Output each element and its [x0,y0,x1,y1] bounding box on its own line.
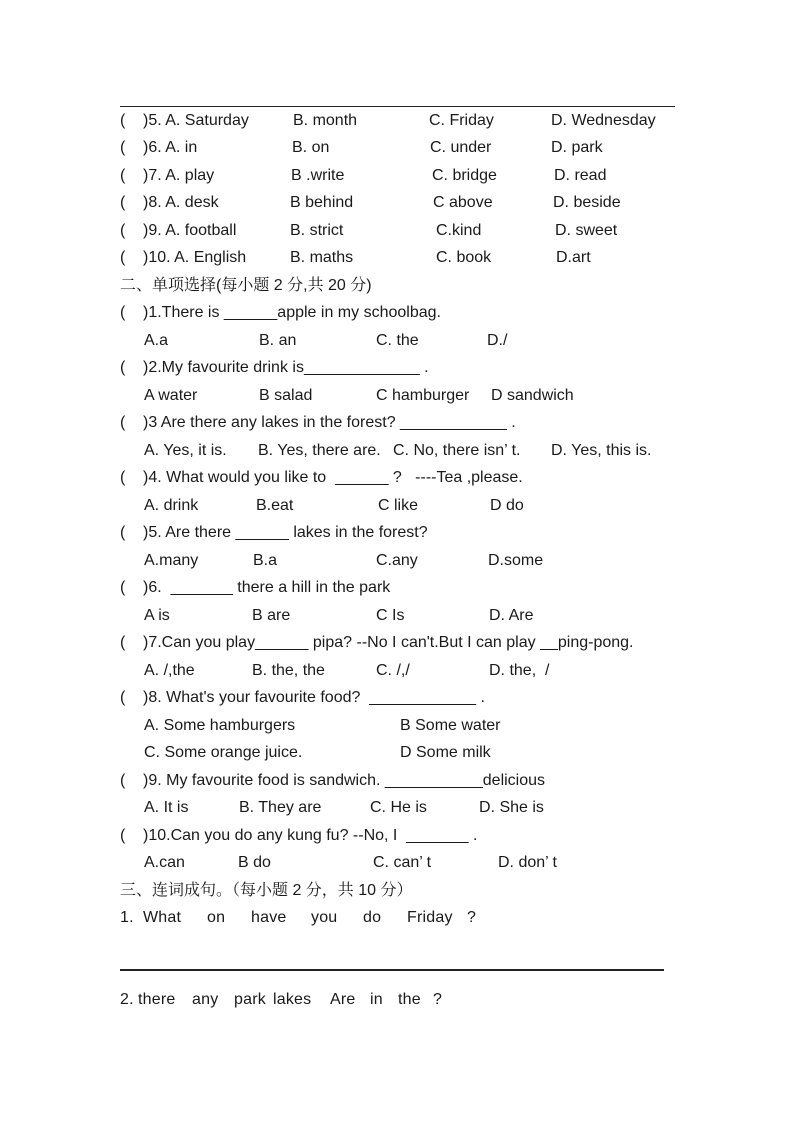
option-c: C. No, there isn’ t. [393,442,521,459]
question-stem: )3 Are there any lakes in the forest? ____________ . [143,414,516,431]
option-c: C. the [376,332,419,349]
answer-paren: ( [120,249,126,266]
option-b: B. the, the [252,662,325,679]
scramble-word: in [370,991,383,1008]
answer-paren: ( [120,827,126,844]
option-a: A. drink [144,497,199,514]
s1-option-d: D.art [556,249,591,266]
option-c: C hamburger [376,387,470,404]
scramble-word: have [251,909,287,926]
s1-option-b: B. on [292,139,330,156]
answer-paren: ( [120,524,126,541]
answer-line[interactable] [120,969,664,971]
s1-option-d: D. sweet [555,222,618,239]
option-b: B.a [253,552,278,569]
option-a: A.a [144,332,169,349]
option-c: C like [378,497,419,514]
option-b: B. Yes, there are. [258,442,381,459]
option-c: C. Some orange juice. [144,744,303,761]
scramble-word: the [398,991,421,1008]
option-a: A is [144,607,170,624]
option-c: C.any [376,552,418,569]
scramble-word: park [234,991,266,1008]
scramble-word: on [207,909,226,926]
section2-heading: 二、单项选择(每小题 2 分,共 20 分) [120,277,372,294]
option-a: A. /,the [144,662,195,679]
answer-paren: ( [120,167,126,184]
answer-paren: ( [120,414,126,431]
answer-paren: ( [120,772,126,789]
option-b: B.eat [256,497,294,514]
scramble-word: ? [433,991,443,1008]
question-stem: )6. _______ there a hill in the park [143,579,391,596]
option-d: D sandwich [491,387,574,404]
s1-option-c: C. Friday [429,112,494,129]
s1-option-d: D. park [551,139,603,156]
s1-option-b: B behind [290,194,354,211]
option-a: A.many [144,552,199,569]
section3-heading: 三、连词成句。（每小题 2 分，共 10 分） [120,882,413,899]
s1-option-d: D. read [554,167,607,184]
option-b: B are [252,607,291,624]
question-stem: )5. Are there ______ lakes in the forest? [143,524,428,541]
option-a: A. Some hamburgers [144,717,296,734]
s1-option-b: B. month [293,112,358,129]
scramble-word: do [363,909,382,926]
option-b: B do [238,854,271,871]
s1-option-a: )5. A. Saturday [143,112,249,129]
option-a: A. It is [144,799,189,816]
s1-option-b: B .write [291,167,345,184]
s1-option-c: C. bridge [432,167,497,184]
s1-option-c: C. under [430,139,492,156]
question-stem: )9. My favourite food is sandwich. ___________delicious [143,772,546,789]
question-stem: )7.Can you play______ pipa? --No I can't.But I can play __ping-pong. [143,634,634,651]
option-c: C. He is [370,799,427,816]
option-a: A water [144,387,198,404]
option-b: B. an [259,332,297,349]
s1-option-d: D. beside [553,194,621,211]
option-c: C. /,/ [376,662,410,679]
option-c: C Is [376,607,405,624]
option-d: D./ [487,332,508,349]
sentence-number: 1. [120,909,134,926]
answer-paren: ( [120,304,126,321]
option-b: B Some water [400,717,501,734]
option-b: B salad [259,387,313,404]
scramble-word: any [192,991,219,1008]
scramble-word: What [143,909,182,926]
answer-paren: ( [120,222,126,239]
option-d: D. She is [479,799,544,816]
answer-paren: ( [120,469,126,486]
scramble-word: ? [467,909,477,926]
s1-option-c: C. book [436,249,492,266]
question-stem: )8. What's your favourite food? ____________ . [143,689,485,706]
answer-paren: ( [120,579,126,596]
question-stem: )2.My favourite drink is_____________ . [143,359,429,376]
option-d: D. the, / [489,662,550,679]
option-a: A. Yes, it is. [144,442,227,459]
question-stem: )10.Can you do any kung fu? --No, I _______ . [143,827,478,844]
s1-option-b: B. maths [290,249,354,266]
scramble-word: you [311,909,338,926]
option-d: D Some milk [400,744,491,761]
answer-paren: ( [120,112,126,129]
top-divider [120,106,675,107]
scramble-word: Are [330,991,356,1008]
scramble-word: lakes [273,991,312,1008]
option-d: D. Are [489,607,534,624]
option-d: D.some [488,552,544,569]
s1-option-d: D. Wednesday [551,112,656,129]
answer-paren: ( [120,689,126,706]
option-b: B. They are [239,799,322,816]
s1-option-c: C.kind [436,222,482,239]
s1-option-b: B. strict [290,222,344,239]
s1-option-c: C above [433,194,493,211]
sentence-number: 2. [120,991,134,1008]
s1-option-a: )8. A. desk [143,194,219,211]
option-d: D do [490,497,524,514]
s1-option-a: )9. A. football [143,222,237,239]
option-d: D. don’ t [498,854,557,871]
answer-paren: ( [120,359,126,376]
answer-paren: ( [120,634,126,651]
question-stem: )1.There is ______apple in my schoolbag. [143,304,441,321]
option-c: C. can’ t [373,854,432,871]
answer-paren: ( [120,194,126,211]
option-a: A.can [144,854,185,871]
question-stem: )4. What would you like to ______ ? ----Tea ,please. [143,469,523,486]
answer-paren: ( [120,139,126,156]
option-d: D. Yes, this is. [551,442,652,459]
s1-option-a: )10. A. English [143,249,247,266]
scramble-word: there [138,991,176,1008]
s1-option-a: )7. A. play [143,167,215,184]
s1-option-a: )6. A. in [143,139,198,156]
scramble-word: Friday [407,909,453,926]
